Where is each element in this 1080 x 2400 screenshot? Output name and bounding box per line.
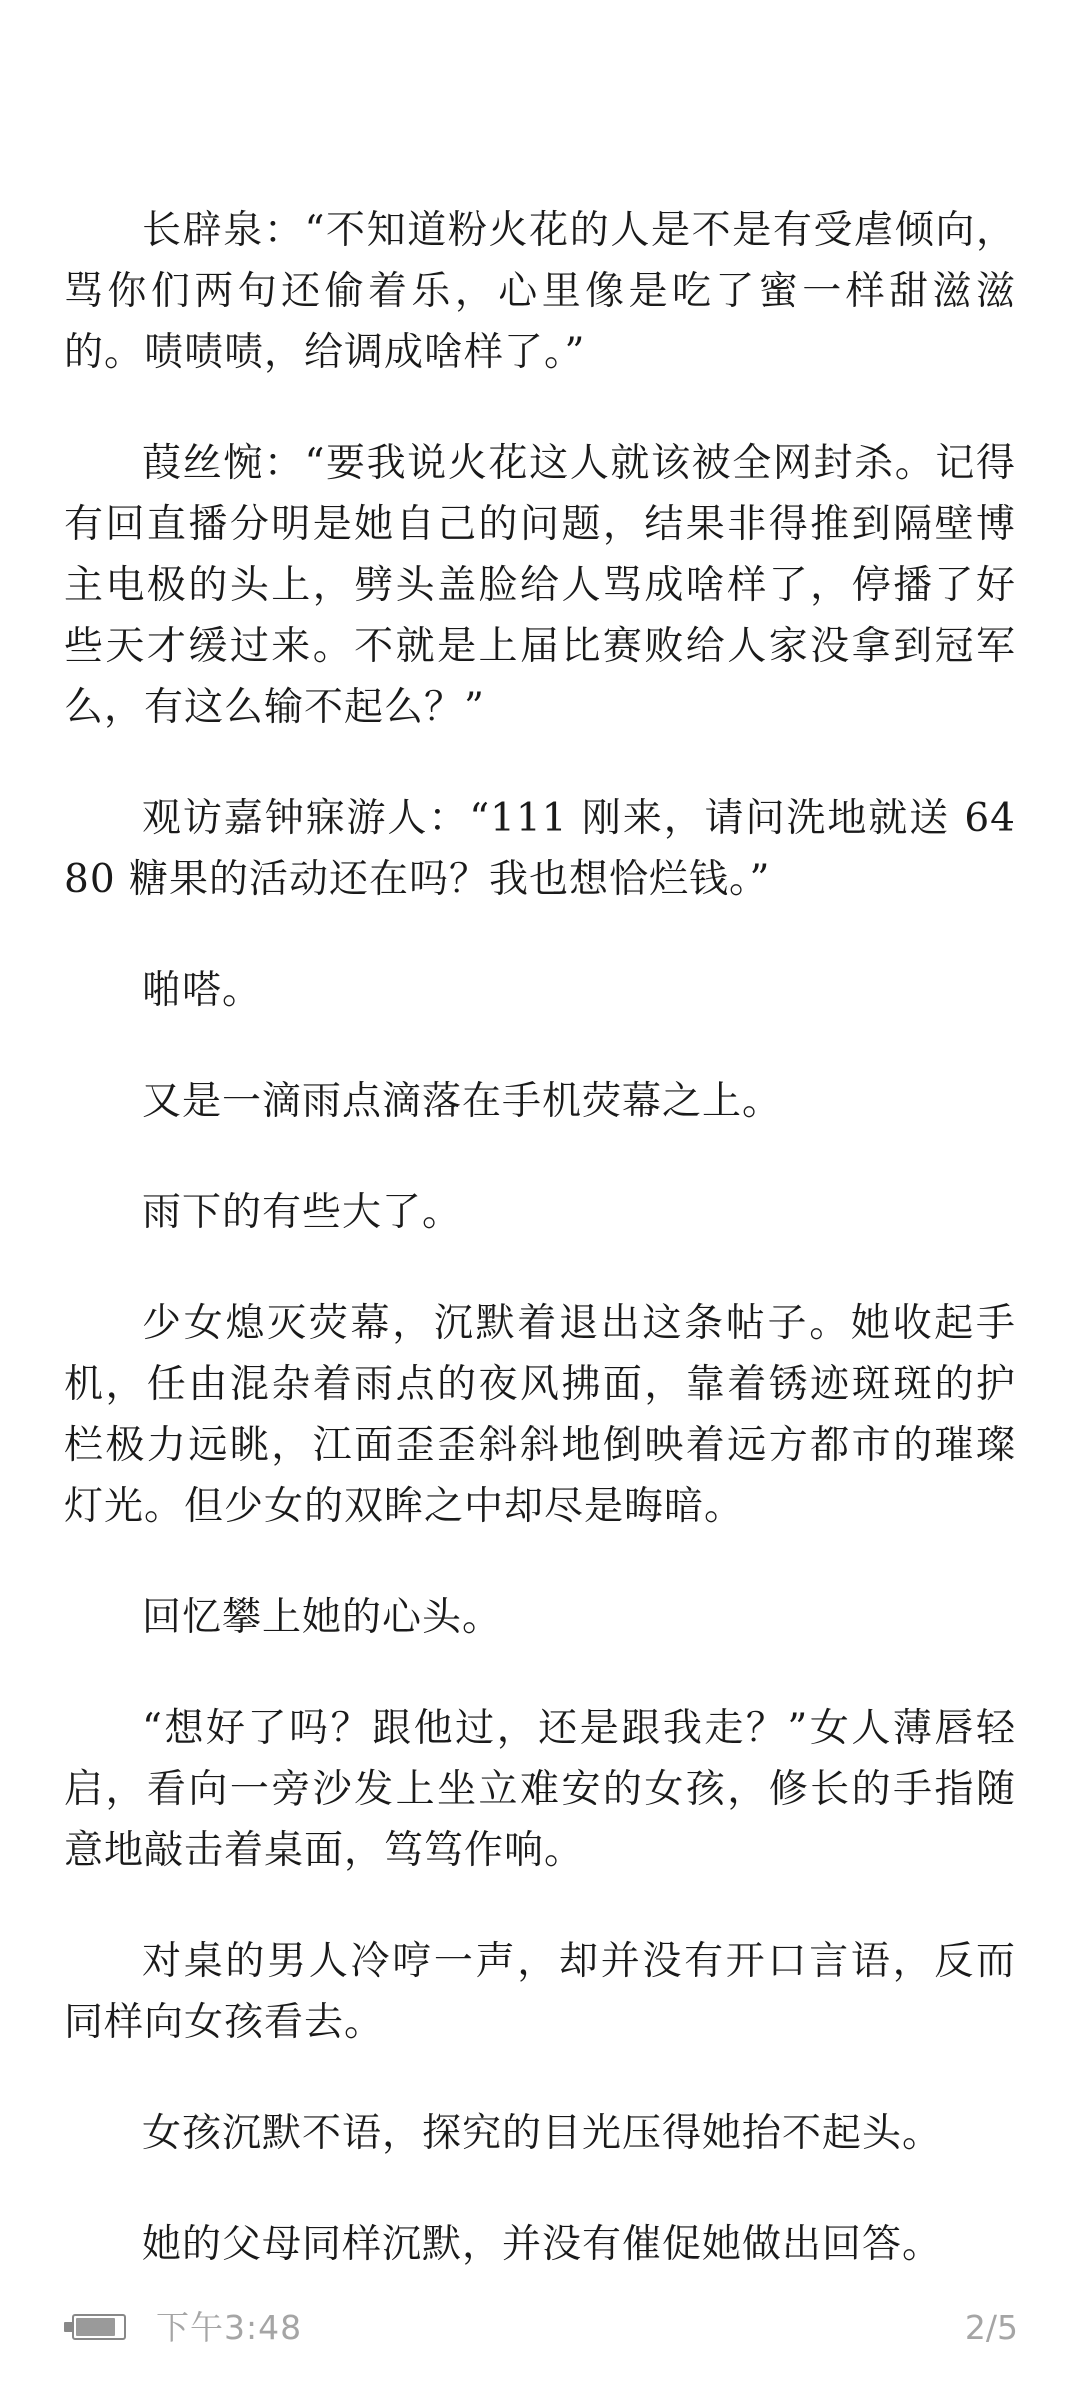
paragraph-4: 啪嗒。 bbox=[142, 968, 263, 1013]
battery-fill bbox=[76, 2318, 115, 2336]
page-indicator: 2/5 bbox=[964, 2308, 1018, 2347]
paragraph-5: 又是一滴雨点滴落在手机荧幕之上。 bbox=[142, 1079, 783, 1124]
paragraph-8: 回忆攀上她的心头。 bbox=[142, 1595, 503, 1640]
paragraph-12: 她的父母同样沉默，并没有催促她做出回答。 bbox=[142, 2222, 943, 2267]
battery-cap bbox=[64, 2322, 72, 2332]
paragraph-2: 葭丝惋：“要我说火花这人就该被全网封杀。记得有回直播分明是她自己的问题，结果非得推到隔壁博主电极的头上，劈头盖脸给人骂成啥样了，停播了好些天才缓过来。不就是上届比赛败给人家没拿到冠军么，有这么输不起么？” bbox=[64, 441, 1016, 730]
paragraph-6: 雨下的有些大了。 bbox=[142, 1190, 463, 1235]
paragraph-3: 观访嘉钟寐游人：“111 刚来，请问洗地就送 6480 糖果的活动还在吗？我也想恰烂钱。” bbox=[64, 796, 1016, 902]
paragraph-7: 少女熄灭荧幕，沉默着退出这条帖子。她收起手机，任由混杂着雨点的夜风拂面，靠着锈迹斑斑的护栏极力远眺，江面歪歪斜斜地倒映着远方都市的璀璨灯光。但少女的双眸之中却尽是晦暗。 bbox=[64, 1301, 1016, 1529]
paragraph-9: “想好了吗？跟他过，还是跟我走？”女人薄唇轻启，看向一旁沙发上坐立难安的女孩，修长的手指随意地敲击着桌面，笃笃作响。 bbox=[64, 1706, 1016, 1873]
battery-body bbox=[72, 2314, 126, 2340]
reader-footer bbox=[0, 2300, 1080, 2360]
paragraph-10: 对桌的男人冷哼一声，却并没有开口言语，反而同样向女孩看去。 bbox=[64, 1939, 1016, 2045]
reader-content[interactable] bbox=[64, 200, 1016, 2325]
clock-time: 下午3:48 bbox=[156, 2308, 303, 2347]
paragraph-1: 长辟泉：“不知道粉火花的人是不是有受虐倾向，骂你们两句还偷着乐，心里像是吃了蜜一样甜滋滋的。啧啧啧，给调成啥样了。” bbox=[64, 208, 1016, 375]
paragraph-11: 女孩沉默不语，探究的目光压得她抬不起头。 bbox=[142, 2111, 943, 2156]
battery-icon bbox=[64, 2314, 130, 2342]
